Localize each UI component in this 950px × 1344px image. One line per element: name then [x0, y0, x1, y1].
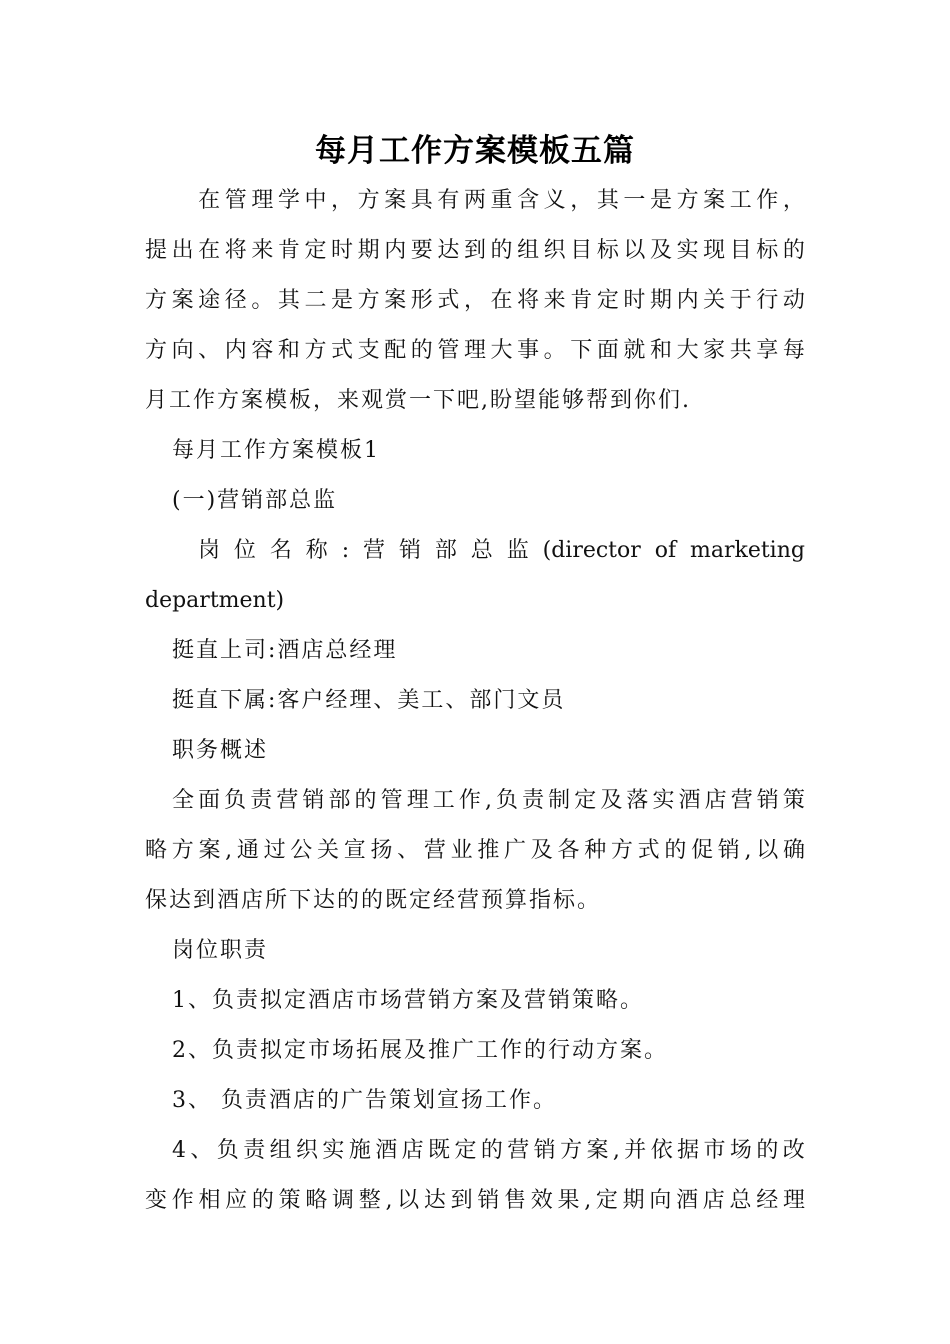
paragraph-line: 全 面 负 责 营 销 部 的 管 理 工 作 , 负 责 制 定 及 落 实 酒 店 营 销 策	[172, 788, 805, 813]
list-item: 3、 负责酒店的广告策划宣扬工作。	[172, 1088, 557, 1113]
paragraph-line: 略 方 案 , 通 过 公 关 宣 扬 、 营 业 推 广 及 各 种 方 式 的 促 销 , 以 确	[145, 838, 805, 863]
paragraph-line: 在 管 理 学 中 ， 方 案 具 有 两 重 含 义 ， 其 一 是 方 案 工 作 ，	[198, 188, 805, 213]
direct-superior-line: 挺直上司:酒店总经理	[172, 638, 398, 663]
direct-subordinate-line: 挺直下属:客户经理、美工、部门文员	[172, 688, 566, 713]
section-heading: 每月工作方案模板1	[172, 438, 380, 463]
job-title-line-continued: department)	[145, 588, 285, 613]
list-item: 1、负责拟定酒店市场营销方案及营销策略。	[172, 988, 644, 1013]
paragraph-line: 方 案 途 径 。 其 二 是 方 案 形 式 ， 在 将 来 肯 定 时 期 内 关 于 行 动	[145, 288, 805, 313]
document-title: 每月工作方案模板五篇	[315, 133, 635, 169]
job-title-line: 岗 位 名 称 : 营 销 部 总 监 (director of marketing	[198, 538, 805, 563]
paragraph-line: 提 出 在 将 来 肯 定 时 期 内 要 达 到 的 组 织 目 标 以 及 实 现 目 标 的	[145, 238, 805, 263]
section-heading: 岗位职责	[172, 938, 269, 963]
subsection-heading: (一)营销部总监	[172, 488, 338, 513]
list-item: 4 、 负 责 组 织 实 施 酒 店 既 定 的 营 销 方 案 , 并 依 据 市 场 的 改	[172, 1138, 805, 1163]
section-heading: 职务概述	[172, 738, 269, 763]
paragraph-line: 保达到酒店所下达的的既定经营预算指标。	[145, 888, 602, 913]
list-item-continued: 变 作 相 应 的 策 略 调 整 , 以 达 到 销 售 效 果 , 定 期 向 酒 店 总 经 理	[145, 1188, 805, 1213]
paragraph-line: 月工作方案模板，来观赏一下吧,盼望能够帮到你们.	[145, 388, 691, 413]
list-item: 2、负责拟定市场拓展及推广工作的行动方案。	[172, 1038, 668, 1063]
paragraph-line: 方 向 、 内 容 和 方 式 支 配 的 管 理 大 事 。 下 面 就 和 大 家 共 享 每	[145, 338, 805, 363]
